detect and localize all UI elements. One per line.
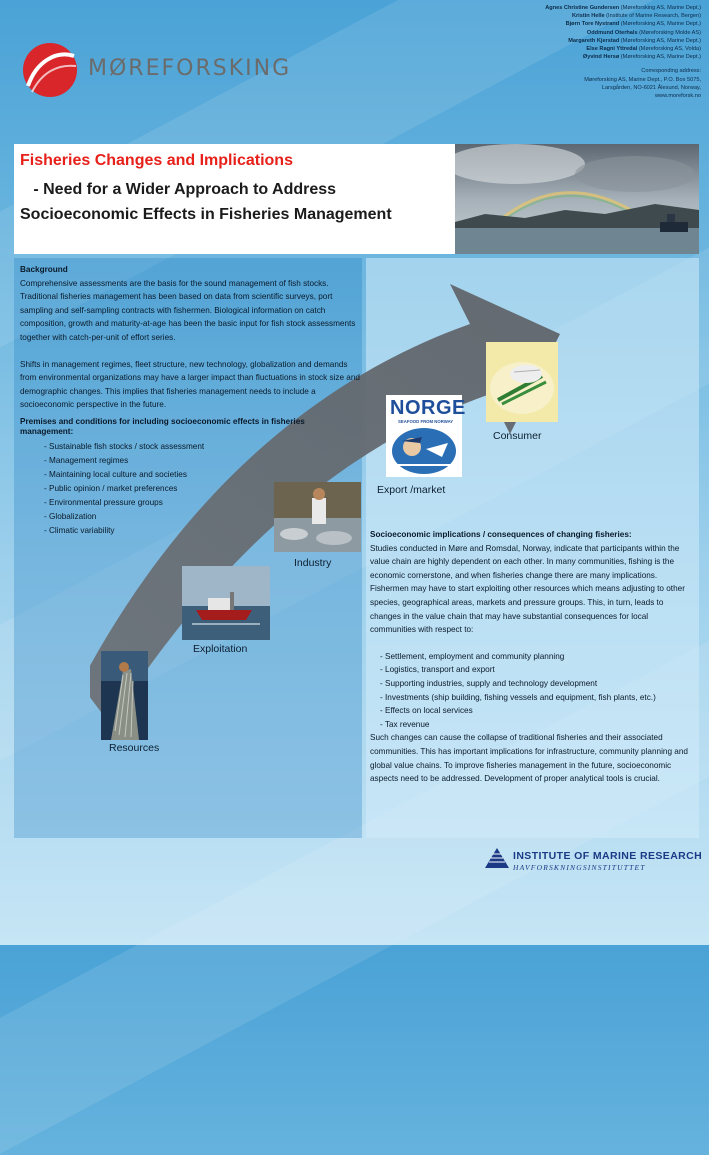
implications-paragraph: Such changes can cause the collapse of traditional fisheries and their associated communities. This has important implications for infrastructure, community planning and global value chains. To improve fisheries management in the future, socioeconomic aspects need to be addressed. Development of proper analytical tools is crucial. bbox=[370, 733, 688, 784]
list-item: - Effects on local services bbox=[380, 704, 696, 718]
list-item: - Maintaining local culture and societies bbox=[44, 468, 325, 482]
list-item: - Investments (ship building, fishing vessels and equipment, fish plants, etc.) bbox=[380, 691, 696, 705]
premises-section bbox=[20, 417, 325, 538]
logo-wordmark: MØREFORSKING bbox=[88, 56, 292, 81]
premises-heading: Premises and conditions for including socioeconomic effects in fisheries management: bbox=[20, 417, 305, 436]
author-line: Kristin Helle (Institute of Marine Research, Bergen) bbox=[571, 13, 701, 20]
author-list bbox=[401, 4, 701, 100]
norge-seafood-logo: NORGE SEAFOOD FROM NORWAY bbox=[386, 395, 462, 477]
list-item: - Environmental pressure groups bbox=[44, 496, 325, 510]
consumer-fish-dish-photo bbox=[486, 342, 558, 422]
background-paragraph: Comprehensive assessments are the basis for the sound management of fish stocks. Traditional fisheries management has been based on data from scientific surveys, port sampling and self-sampling contracts with fishermen. Biological information on catch composition, growth and maturity-at-age has been the basic input for fish stock assessments together with catch-per-unit of effort series. bbox=[20, 278, 356, 342]
moreforsking-logo bbox=[22, 42, 342, 102]
implications-paragraph: Studies conducted in Møre and Romsdal, Norway, indicate that participants within the value chain are highly dependent on each other. In many communities, fishing is the economic cornerstone, and when fisheries change there are many implications. Fishermen may have to start exploiting other resources which means adjusting to other species, geographical areas, markets and pressure groups. This, in turn, leads to changes in the value chain that may have substantial consequences for local communities with respect to: bbox=[370, 543, 685, 635]
exploitation-fishing-vessel-photo bbox=[182, 566, 270, 640]
implications-list bbox=[370, 650, 696, 732]
imr-name: INSTITUTE OF MARINE RESEARCH bbox=[513, 850, 703, 862]
fisherman-icon bbox=[390, 425, 458, 475]
resources-fish-net-photo bbox=[101, 651, 148, 740]
stage-label-export: Export /market bbox=[377, 484, 446, 496]
author-line: Bjørn Tore Nystrand (Møreforsking AS, Marine Dept.) bbox=[565, 21, 701, 28]
stage-label-consumer: Consumer bbox=[493, 430, 542, 442]
poster-title: Fisheries Changes and Implications bbox=[20, 152, 293, 169]
author-line: Margareth Kjerstad (Møreforsking AS, Marine Dept.) bbox=[568, 37, 701, 44]
premises-list bbox=[20, 440, 325, 538]
corresponding-address: Corresponding address: Møreforsking AS, Marine Dept., P.O. Box 5075, Larsgården, NO-6021 Ålesund, Norway, www.moreforsk.no bbox=[584, 68, 701, 100]
background-section bbox=[20, 263, 360, 425]
list-item: - Supporting industries, supply and technology development bbox=[380, 677, 696, 691]
imr-logo-icon bbox=[484, 847, 510, 869]
author-line: Oddmund Oterhals (Møreforsking Molde AS) bbox=[586, 29, 701, 36]
imr-subtitle: HAVFORSKNINGSINSTITUTTET bbox=[513, 863, 646, 872]
list-item: - Climatic variability bbox=[44, 524, 325, 538]
list-item: - Globalization bbox=[44, 510, 325, 524]
stage-label-industry: Industry bbox=[294, 557, 332, 569]
rainbow-fjord-photo bbox=[455, 144, 699, 254]
poster-subtitle: - Need for a Wider Approach to Address Socioeconomic Effects in Fisheries Management bbox=[20, 181, 392, 223]
stage-label-exploitation: Exploitation bbox=[193, 643, 248, 655]
list-item: - Management regimes bbox=[44, 454, 325, 468]
list-item: - Settlement, employment and community planning bbox=[380, 650, 696, 664]
implications-heading: Socioeconomic implications / consequences of changing fisheries: bbox=[370, 530, 632, 539]
list-item: - Sustainable fish stocks / stock assessment bbox=[44, 440, 325, 454]
title-box bbox=[14, 144, 456, 254]
background-heading: Background bbox=[20, 265, 68, 274]
list-item: - Tax revenue bbox=[380, 718, 696, 732]
list-item: - Logistics, transport and export bbox=[380, 663, 696, 677]
author-line: Else Ragni Yttredal (Møreforsking AS, Volda) bbox=[586, 46, 701, 53]
author-line: Agnes Christine Gundersen (Møreforsking AS, Marine Dept.) bbox=[545, 5, 701, 11]
stage-label-resources: Resources bbox=[109, 742, 160, 754]
moreforsking-logo-icon bbox=[22, 42, 78, 98]
background-paragraph: Shifts in management regimes, fleet structure, new technology, globalization and demands from environmental organizations may have a larger impact than fluctuations in stock size and demographic changes. This implies that fisheries management needs to include a socioeconomic perspective in the future. bbox=[20, 359, 360, 410]
list-item: - Public opinion / market preferences bbox=[44, 482, 325, 496]
author-line: Øyvind Hersø (Møreforsking AS, Marine Dept.) bbox=[582, 54, 701, 61]
implications-section bbox=[370, 528, 696, 799]
